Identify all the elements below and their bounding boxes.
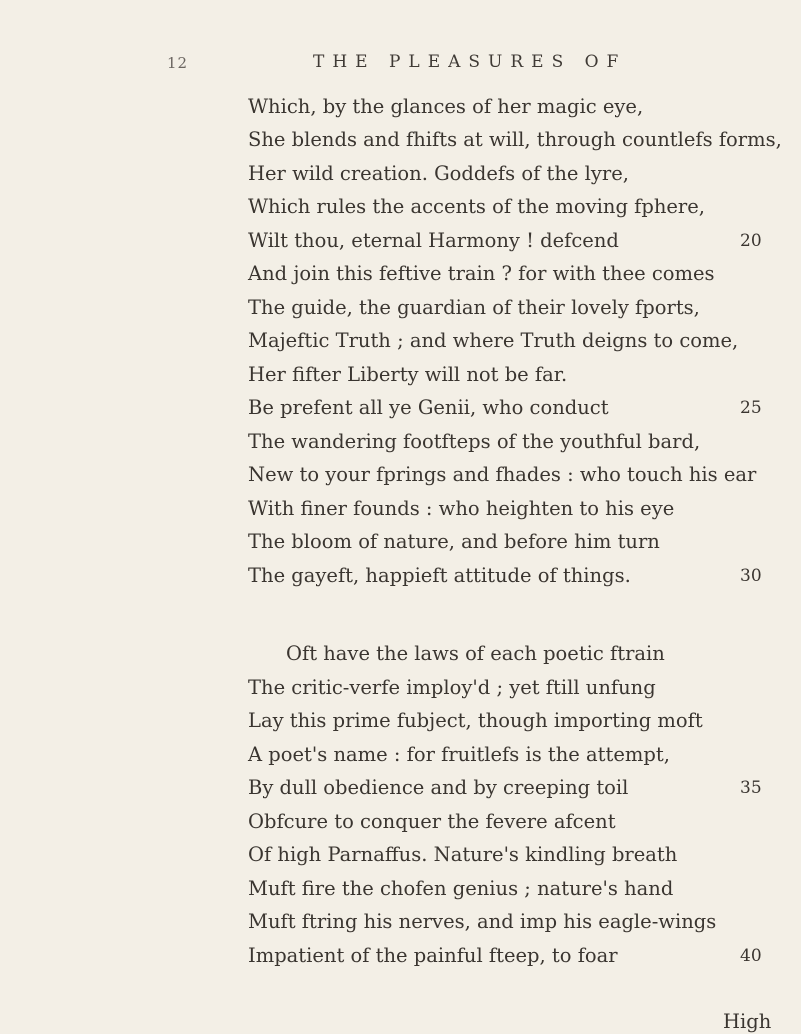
poem-line: Lay this prime fubject, though importing moft — [248, 709, 703, 732]
poem-line: Her fifter Liberty will not be far. — [248, 363, 568, 386]
poem-line: New to your fprings and fhades : who touch his ear — [248, 463, 757, 486]
poem-line: Majeftic Truth ; and where Truth deigns to come, — [248, 329, 739, 352]
poem-line: Be prefent all ye Genii, who conduct — [248, 396, 609, 419]
poem-line: Wilt thou, eternal Harmony ! defcend — [248, 229, 619, 252]
line-number: 30 — [740, 566, 762, 586]
poem-line: The critic-verfe imploy'd ; yet ftill unfung — [248, 676, 656, 699]
poem-line: Impatient of the painful fteep, to foar — [248, 944, 618, 967]
poem-line: Oft have the laws of each poetic ftrain — [286, 642, 665, 665]
poem-line: Of high Parnaffus. Nature's kindling breath — [248, 843, 678, 866]
poem-line: A poet's name : for fruitlefs is the attempt, — [248, 743, 670, 766]
poem-line: Her wild creation. Goddefs of the lyre, — [248, 162, 629, 185]
poem-line: Which, by the glances of her magic eye, — [248, 95, 644, 118]
poem-line: Which rules the accents of the moving fphere, — [248, 195, 705, 218]
poem-line: She blends and fhifts at will, through countlefs forms, — [248, 128, 782, 151]
poem-line: Muft fire the chofen genius ; nature's hand — [248, 877, 674, 900]
line-number: 25 — [740, 398, 762, 418]
page-number: 12 — [167, 54, 189, 72]
poem-line: With finer founds : who heighten to his eye — [248, 497, 675, 520]
poem-line: The guide, the guardian of their lovely fports, — [248, 296, 700, 319]
poem-line: And join this feftive train ? for with thee comes — [248, 262, 715, 285]
catchword: High — [723, 1010, 772, 1033]
line-number: 35 — [740, 778, 762, 798]
line-number: 40 — [740, 946, 762, 966]
line-number: 20 — [740, 231, 762, 251]
poem-line: Muft ftring his nerves, and imp his eagle-wings — [248, 910, 717, 933]
poem-line: By dull obedience and by creeping toil — [248, 776, 629, 799]
poem-line: The gayeft, happieft attitude of things. — [248, 564, 631, 587]
poem-line: Obfcure to conquer the fevere afcent — [248, 810, 616, 833]
poem-line: The wandering footfteps of the youthful bard, — [248, 430, 701, 453]
poem-line: The bloom of nature, and before him turn — [248, 530, 660, 553]
running-head: THE PLEASURES OF — [313, 52, 627, 72]
